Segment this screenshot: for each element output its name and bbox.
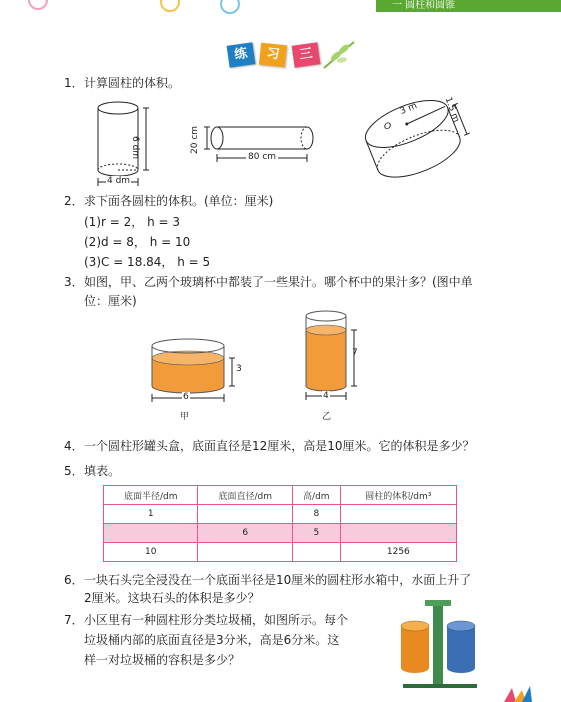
table-cell: 5: [292, 524, 340, 543]
q2-item-1: (1)r = 2， h = 3: [84, 215, 180, 229]
q6-number: 6．: [64, 573, 84, 587]
table-row: [104, 543, 457, 562]
q5-number: 5．: [64, 464, 84, 478]
fig-b-length-label: 80 cm: [248, 152, 277, 162]
table-cell: 6: [198, 524, 292, 543]
q3-line-1: 如图，甲、乙两个玻璃杯中都装了一些果汁。哪个杯中的果汁多？(图中单: [84, 275, 473, 289]
fig-b-diameter-label: 20 cm: [190, 125, 200, 154]
trash-bins-illustration: [395, 598, 485, 690]
q6-line-2: 2厘米。这块石头的体积是多少？: [84, 591, 260, 605]
cup-b-height-label: 7: [352, 348, 358, 358]
q2-item-3: (3)C = 18.84， h = 5: [84, 255, 211, 269]
q7-line-2: 垃圾桶内部的底面直径是3分米，高是6分米。这: [84, 633, 340, 647]
title-tile-2: 习: [259, 43, 287, 68]
q1-number: 1．: [64, 76, 84, 90]
cup-a-height-label: 3: [236, 364, 242, 374]
cup-a-diameter-label: 6: [183, 392, 189, 402]
table-cell: 8: [292, 505, 340, 524]
fig-a-height-label: 6 dm: [130, 136, 140, 160]
table-header-cell: 底面半径/dm: [104, 486, 198, 505]
q5-text: 填表。: [84, 464, 121, 478]
cup-b-diameter-label: 4: [323, 391, 329, 401]
q3-line-2: 位：厘米): [84, 294, 137, 308]
cup-a-name: 甲: [180, 412, 190, 422]
fig-a-diameter-label: 4 dm: [107, 176, 131, 186]
q3-number: 3．: [64, 275, 84, 289]
q2-text: 求下面各圆柱的体积。(单位：厘米): [84, 194, 274, 208]
q7-line-3: 样一对垃圾桶的容积是多少？: [84, 653, 241, 667]
q6-line-1: 一块石头完全浸没在一个底面半径是10厘米的圆柱形水箱中，水面上升了: [84, 573, 472, 587]
fig-c-height-label: 1.5 m: [442, 96, 461, 124]
leaf-decoration-icon: [322, 38, 358, 72]
table-header-cell: 高/dm: [292, 486, 340, 505]
table-cell: 1: [104, 505, 198, 524]
table-cell: [104, 524, 198, 543]
fig-c-radius-label: 3 m: [398, 101, 419, 117]
fill-in-table: [103, 485, 457, 562]
table-row: [104, 505, 457, 524]
table-cell: [198, 543, 292, 562]
chapter-tab: 一 圆柱和圆锥: [376, 0, 561, 12]
table-cell: [292, 543, 340, 562]
q1-text: 计算圆柱的体积。: [84, 76, 181, 90]
table-header-cell: 圆柱的体积/dm³: [340, 486, 456, 505]
q4-text: 一个圆柱形罐头盒，底面直径是12厘米，高是10厘米。它的体积是多少？: [84, 439, 475, 453]
table-header-row: [104, 486, 457, 505]
corner-decoration-icon: [502, 684, 532, 702]
cup-b-name: 乙: [322, 412, 332, 422]
table-header-cell: 底面直径/dm: [198, 486, 292, 505]
table-cell: [340, 524, 456, 543]
q7-number: 7．: [64, 613, 84, 627]
q2-number: 2．: [64, 194, 84, 208]
q2-item-2: (2)d = 8， h = 10: [84, 235, 191, 249]
q7-line-1: 小区里有一种圆柱形分类垃圾桶，如图所示。每个: [84, 613, 349, 627]
title-tile-3: 三: [292, 42, 321, 67]
cup-b-figure: [296, 308, 366, 408]
table-cell: [340, 505, 456, 524]
fig-c-center-label: O: [384, 122, 392, 132]
table-row: [104, 524, 457, 543]
table-cell: 10: [104, 543, 198, 562]
table-cell: [198, 505, 292, 524]
q4-number: 4．: [64, 439, 84, 453]
table-cell: 1256: [340, 543, 456, 562]
title-tile-1: 练: [227, 42, 256, 67]
cup-a-figure: [140, 336, 240, 410]
